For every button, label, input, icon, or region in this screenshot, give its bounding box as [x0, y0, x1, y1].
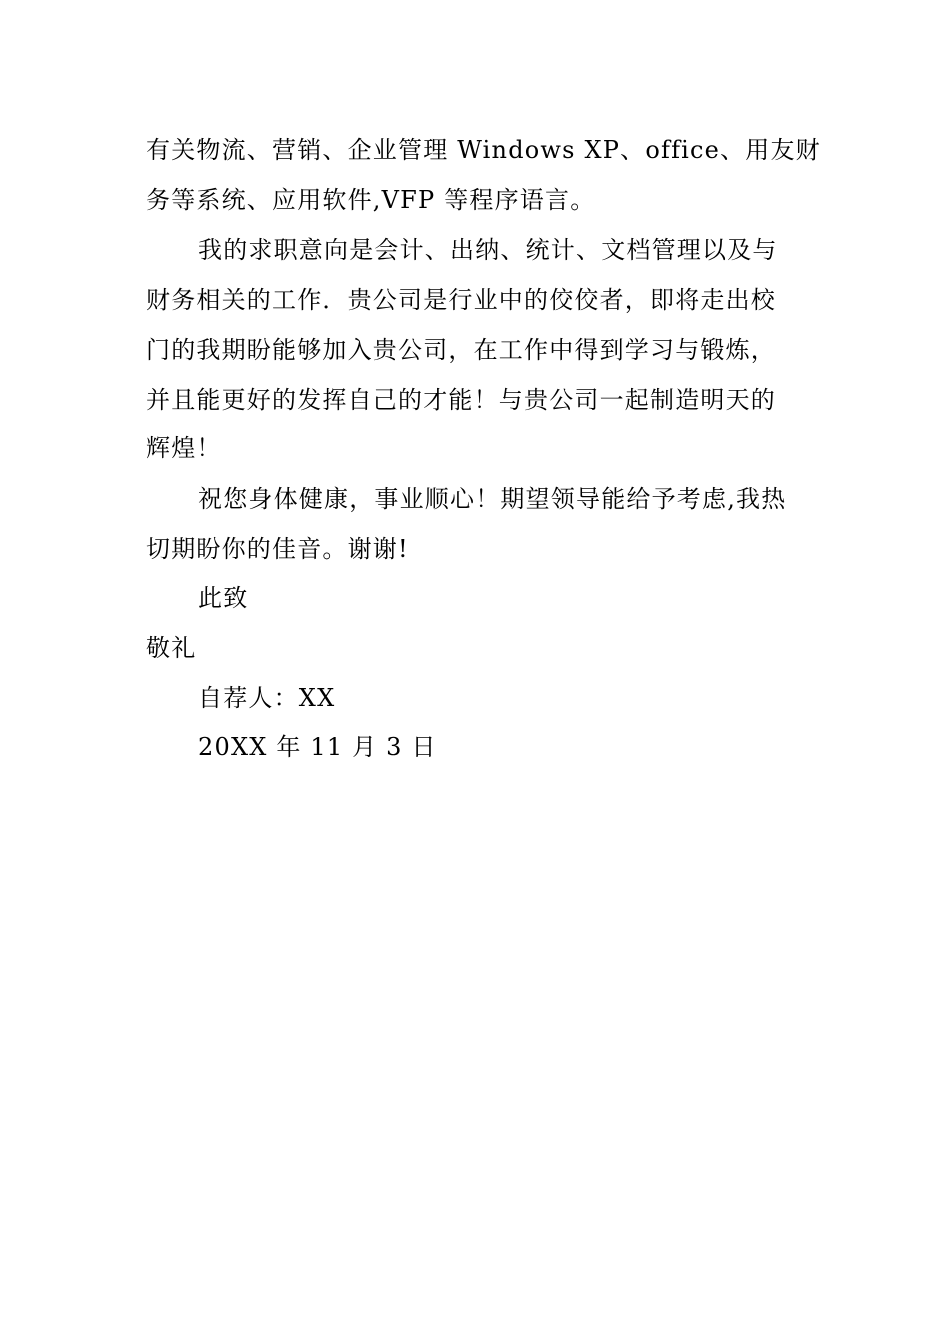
- paragraph-2-line-4: 并且能更好的发挥自己的才能！与贵公司一起制造明天的: [146, 386, 776, 414]
- paragraph-1-line-1: 有关物流、营销、企业管理 Windows XP、office、用友财: [146, 136, 821, 164]
- paragraph-2-line-3: 门的我期盼能够加入贵公司，在工作中得到学习与锻炼，: [146, 336, 776, 364]
- signature-text: 自荐人：XX: [198, 684, 336, 712]
- closing-text: 此致: [198, 584, 249, 612]
- paragraph-3-line-2: 切期盼你的佳音。谢谢!: [146, 535, 409, 563]
- paragraph-2-line-1: 我的求职意向是会计、出纳、统计、文档管理以及与: [198, 236, 778, 264]
- paragraph-2-line-2: 财务相关的工作．贵公司是行业中的佼佼者，即将走出校: [146, 286, 776, 314]
- paragraph-1-line-2: 务等系统、应用软件,VFP 等程序语言。: [146, 186, 596, 214]
- paragraph-2-line-5: 辉煌！: [146, 434, 222, 462]
- salutation-text: 敬礼: [146, 634, 197, 662]
- paragraph-3-line-1: 祝您身体健康，事业顺心！期望领导能给予考虑,我热: [198, 485, 787, 513]
- date-text: 20XX 年 11 月 3 日: [198, 733, 437, 761]
